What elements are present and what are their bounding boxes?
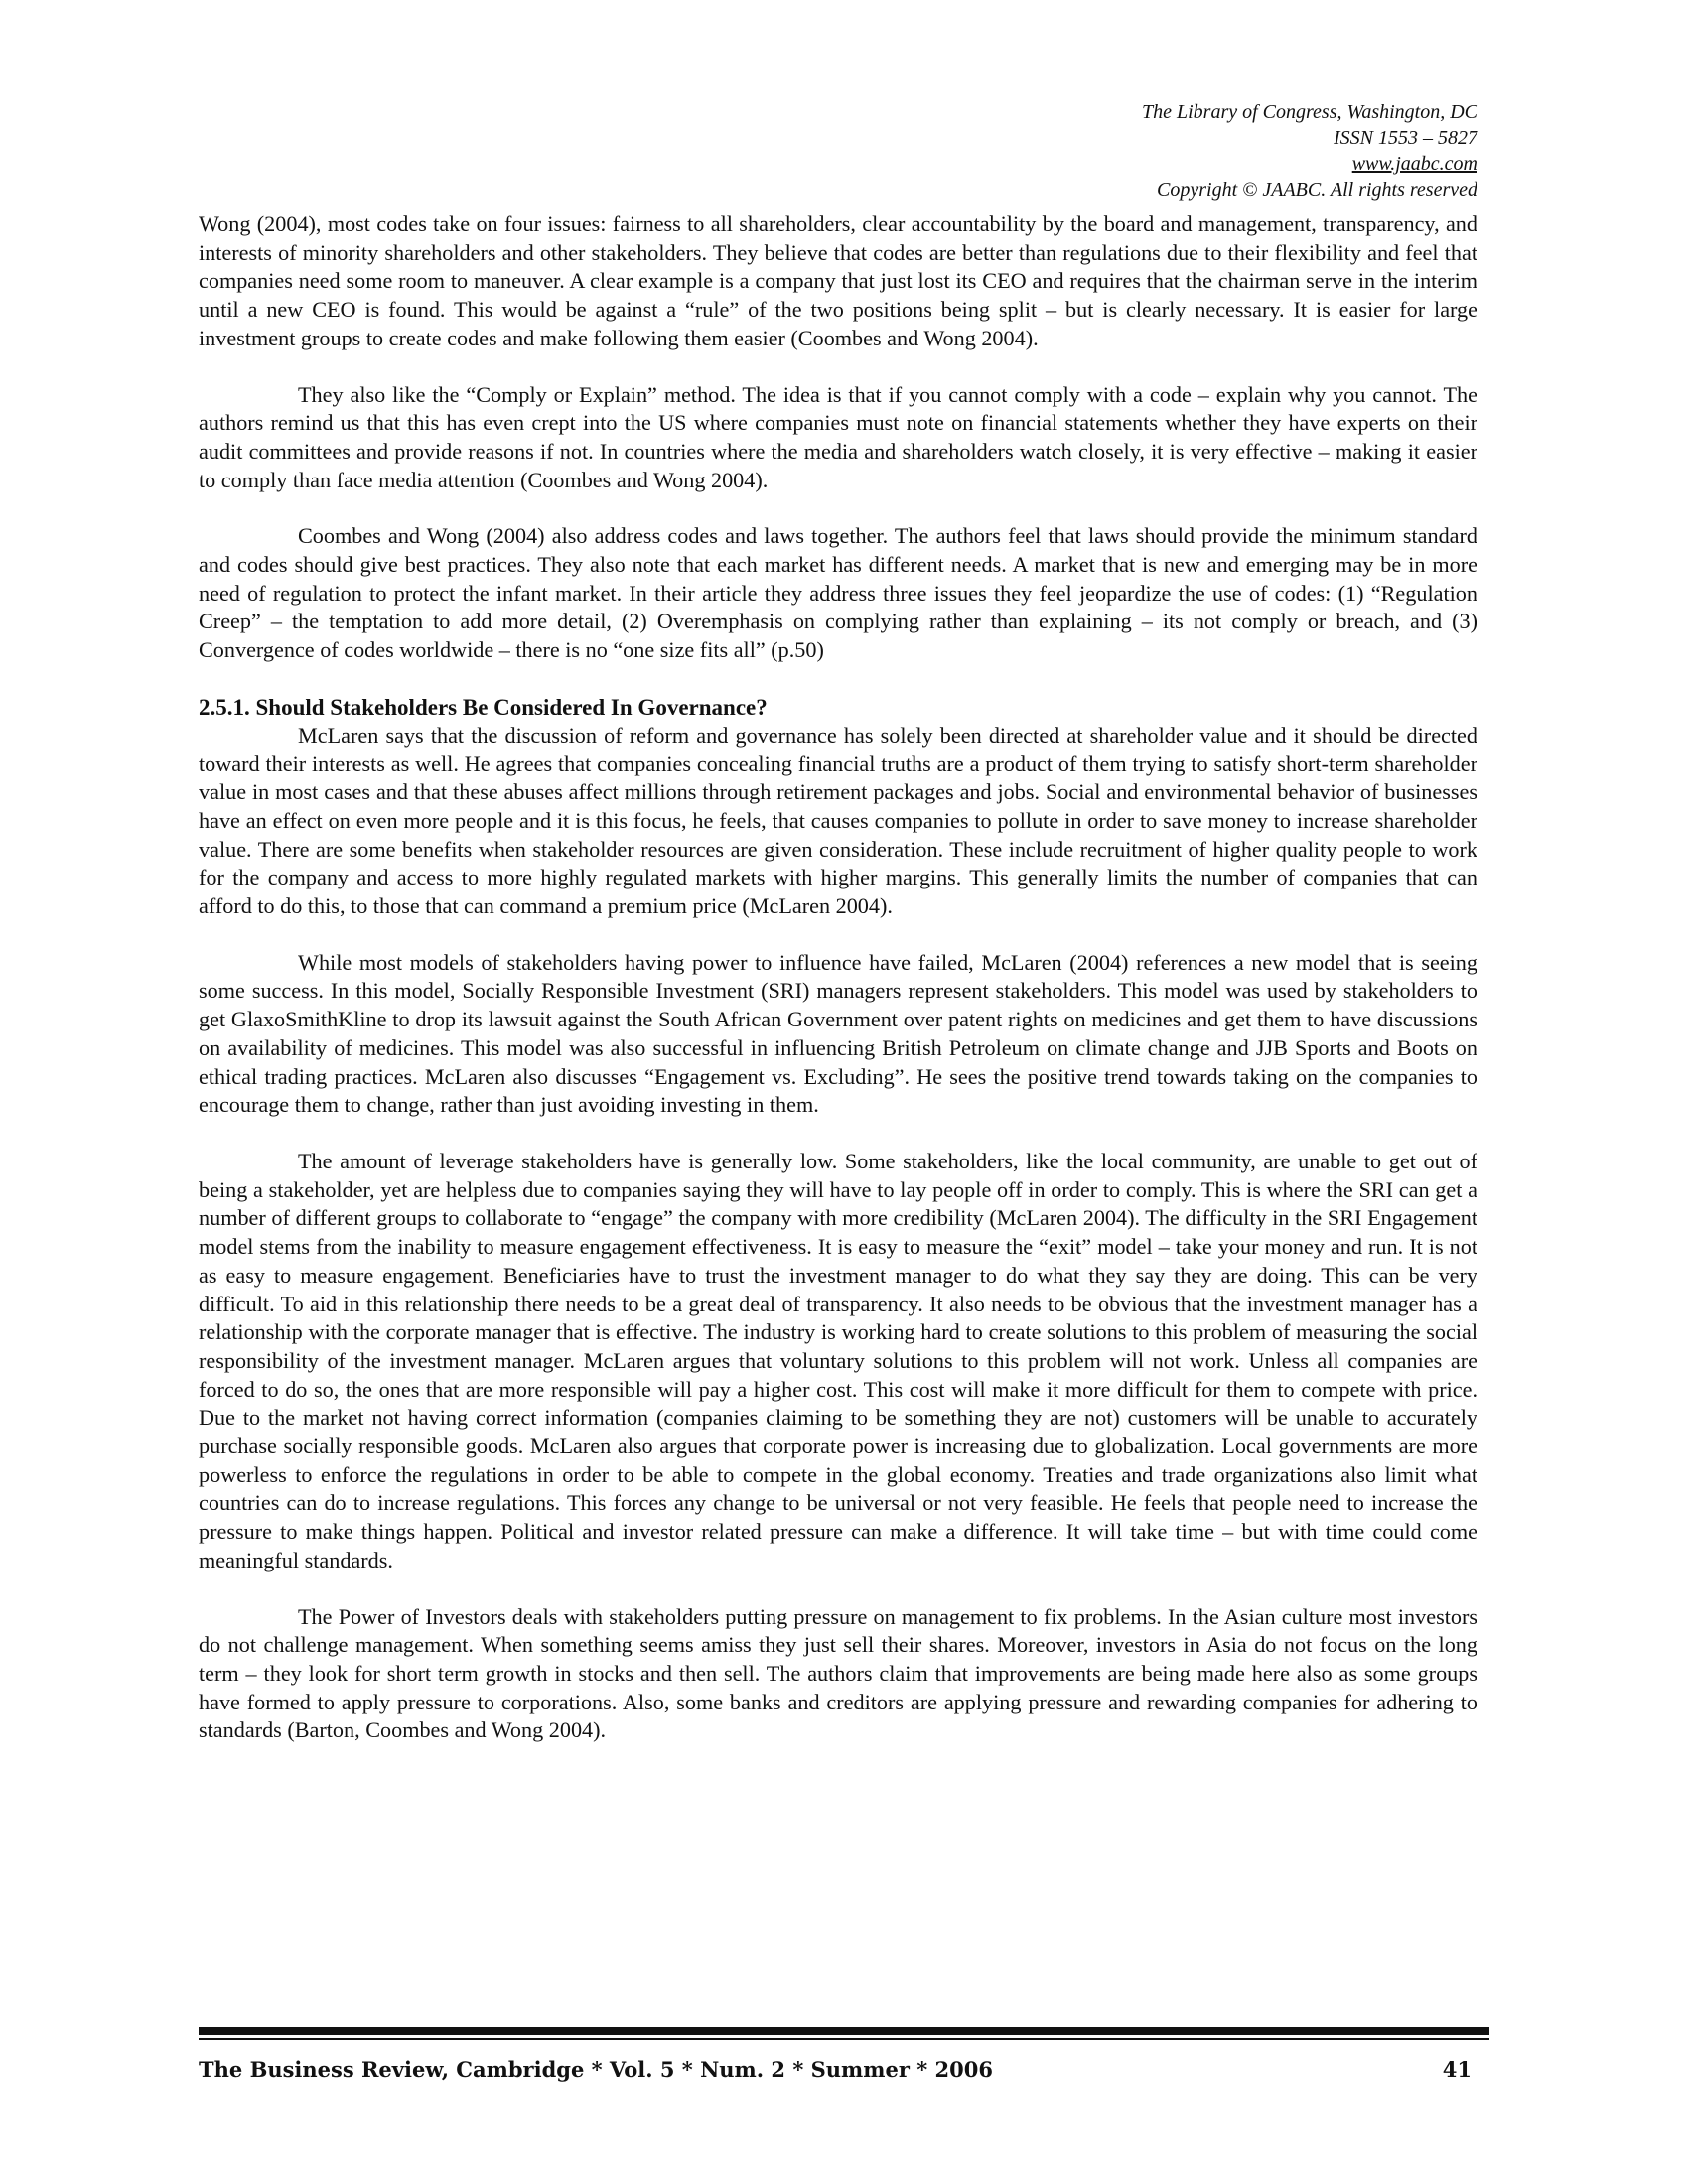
- footer-journal-title: The Business Review, Cambridge * Vol. 5 * Num. 2 * Summer * 2006: [199, 2057, 993, 2082]
- page-number: 41: [1442, 2057, 1472, 2082]
- paragraph-sri-model: While most models of stakeholders having power to influence have failed, McLaren (2004) references a new model that is seeing some success. In this model, Socially Responsible Investment (SRI) managers represent stakeholders. This model was used by stakeholders to get GlaxoSmithKline to drop its lawsuit against the South African Government over patent rights on medicines and get them to have discussions on availability of medicines. This model was also successful in influencing British Petroleum on climate change and JJB Sports and Boots on ethical trading practices. McLaren also discusses “Engagement vs. Excluding”. He sees the positive trend towards taking on the companies to encourage them to change, rather than just avoiding investing in them.: [199, 949, 1477, 1118]
- paragraph-codes-and-laws: Coombes and Wong (2004) also address codes and laws together. The authors feel that laws should provide the minimum standard and codes should give best practices. They also note that each market has different needs. A market that is new and emerging may be in more need of regulation to protect the infant market. In their article they address three issues they feel jeopardize the use of codes: (1) “Regulation Creep” – the temptation to add more detail, (2) Overemphasis on complying rather than explaining – its not comply or breach, and (3) Convergence of codes worldwide – there is no “one size fits all” (p.50): [199, 523, 1477, 663]
- header-url-link[interactable]: www.jaabc.com: [1351, 153, 1477, 175]
- section-heading: 2.5.1. Should Stakeholders Be Considered In Governance?: [199, 694, 768, 720]
- paragraph-mclaren-reform: McLaren says that the discussion of reform and governance has solely been directed at shareholder value and it should be directed toward their interests as well. He agrees that companies concealing financial truths are a product of them trying to satisfy short-term shareholder value in most cases and that these abuses affect millions through retirement packages and jobs. Social and environmental behavior of businesses have an effect on even more people and it is this focus, he feels, that causes companies to pollute in order to save money to increase shareholder value. There are some benefits when stakeholder resources are given consideration. These include recruitment of higher quality people to work for the company and access to more highly regulated markets with higher margins. This generally limits the number of companies that can afford to do this, to those that can command a premium price (McLaren 2004).: [199, 722, 1477, 919]
- paragraph-comply-or-explain: They also like the “Comply or Explain” method. The idea is that if you cannot comply with a code – explain why you cannot. The authors remind us that this has even crept into the US where companies must note on financial statements whether they have experts on their audit committees and provide reasons if not. In countries where the media and shareholders watch closely, it is very effective – making it easier to comply than face media attention (Coombes and Wong 2004).: [199, 381, 1477, 492]
- paragraph-power-of-investors: The Power of Investors deals with stakeholders putting pressure on management to fix problems. In the Asian culture most investors do not challenge management. When something seems amiss they just sell their shares. Moreover, investors in Asia do not focus on the long term – they look for short term growth in stocks and then sell. The authors claim that improvements are being made here also as some groups have formed to apply pressure to corporations. Also, some banks and creditors are applying pressure and rewarding companies for adhering to standards (Barton, Coombes and Wong 2004).: [199, 1603, 1477, 1743]
- header-copyright-line: Copyright © JAABC. All rights reserved: [1157, 179, 1477, 201]
- paragraph-codes-issues: Wong (2004), most codes take on four issues: fairness to all shareholders, clear accountability by the board and management, transparency, and interests of minority shareholders and other stakeholders. They believe that codes are better than regulations due to their flexibility and feel that companies need some room to maneuver. A clear example is a company that just lost its CEO and requires that the chairman serve in the interim until a new CEO is found. This would be against a “rule” of the two positions being split – but is clearly necessary. It is easier for large investment groups to create codes and make following them easier (Coombes and Wong 2004).: [199, 211, 1477, 350]
- footer-rule: [199, 2027, 1489, 2035]
- article-body: [199, 210, 1477, 1745]
- paragraph-stakeholder-leverage: The amount of leverage stakeholders have is generally low. Some stakeholders, like the local community, are unable to get out of being a stakeholder, yet are helpless due to companies saying they will have to lay people off in order to comply. This is where the SRI can get a number of different groups to collaborate to “engage” the company with more credibility (McLaren 2004). The difficulty in the SRI Engagement model stems from the inability to measure engagement effectiveness. It is easy to measure the “exit” model – take your money and run. It is not as easy to measure engagement. Beneficiaries have to trust the investment manager to do what they say they are doing. This can be very difficult. To aid in this relationship there needs to be a great deal of transparency. It also needs to be obvious that the investment manager has a relationship with the corporate manager that is effective. The industry is working hard to create solutions to this problem of measuring the social responsibility of the investment manager. McLaren argues that voluntary solutions to this problem will not work. Unless all companies are forced to do so, the ones that are more responsible will pay a higher cost. This cost will make it more difficult for them to compete with price. Due to the market not having correct information (companies claiming to be something they are not) customers will be unable to accurately purchase socially responsible goods. McLaren also argues that corporate power is increasing due to globalization. Local governments are more powerless to enforce the regulations in order to be able to compete in the global economy. Treaties and trade organizations also limit what countries can do to increase regulations. This forces any change to be universal or not very feasible. He feels that people need to increase the pressure to make things happen. Political and investor related pressure can make a difference. It will take time – but with time could come meaningful standards.: [199, 1148, 1477, 1572]
- running-header: [1142, 99, 1477, 203]
- header-library-line: The Library of Congress, Washington, DC: [1141, 101, 1477, 123]
- footer-rule-thin: [199, 2038, 1489, 2040]
- header-issn-line: ISSN 1553 – 5827: [1334, 127, 1477, 149]
